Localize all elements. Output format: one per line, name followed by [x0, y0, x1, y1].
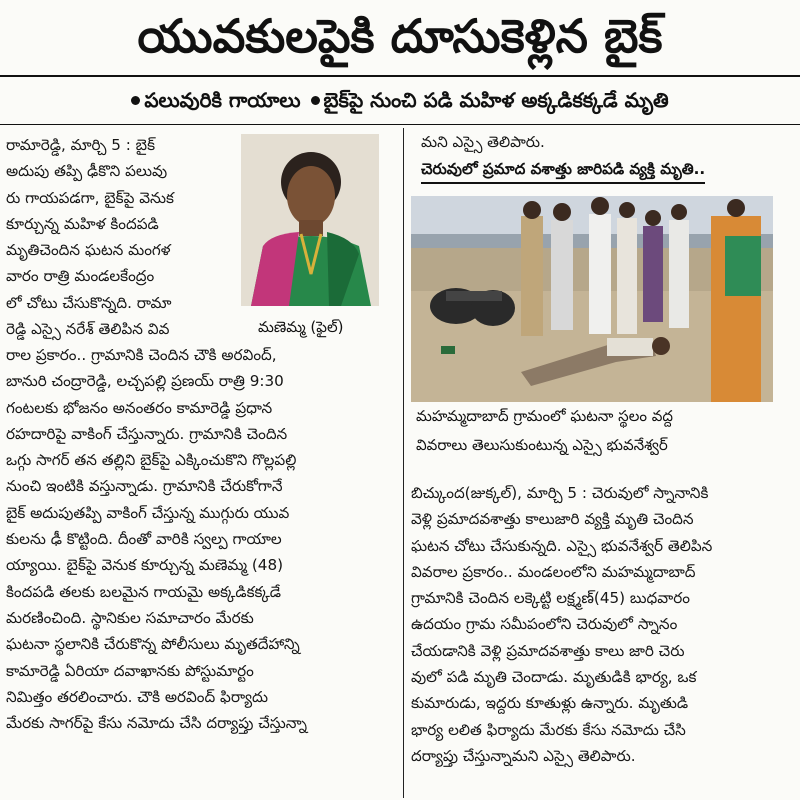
text-line: మని ఎస్సై తెలిపారు. [421, 133, 545, 151]
story2-body [411, 480, 796, 769]
village-photo [411, 196, 773, 402]
text-line: మరణించింది. స్థానికుల సమాచారం మేరకు [6, 608, 254, 627]
text-line: కిందపడి తలకు బలమైన గాయమై అక్కడికక్కడే [6, 582, 282, 601]
caption-line-1: మహమ్మదాబాద్ గ్రామంలో ఘటనా స్థలం వద్ద [416, 407, 673, 425]
text-line: వారం రాత్రి మండలకేంద్రం [6, 267, 155, 286]
story1-body-narrow [6, 132, 238, 342]
text-line: ఘటనా స్థలానికి చేరుకొన్న పోలీసులు మృతదేహాన్ని [6, 635, 300, 654]
text-line: వెళ్లి ప్రమాదవశాత్తు కాలుజారి వ్యక్తి మృతి చెందిన [411, 510, 694, 529]
woman-portrait-image [241, 134, 379, 306]
story1-continuation [421, 129, 791, 155]
text-line: నుంచి ఇంటికి వస్తున్నాడు. గ్రామానికి చేరుకోగానే [6, 477, 283, 496]
text-line: రాల ప్రకారం.. గ్రామానికి చెందిన చౌకి అరవింద్, [6, 346, 277, 364]
text-line: కులను ఢీ కొట్టింది. దీంతో వారికి స్వల్ప గాయాల [6, 530, 282, 549]
text-line: కుమారుడు, ఇద్దరు కూతుళ్లు ఉన్నారు. మృతుడి [411, 694, 689, 713]
bullet-icon [131, 96, 140, 105]
text-line: చేయడానికి వెళ్లి ప్రమాదవశాత్తు కాలు జారి చెరు [411, 641, 685, 660]
text-line: గ్రామానికి చెందిన లక్కెట్టి లక్ష్మణ్(45) బుధవారం [411, 589, 690, 608]
text-line: ఒగ్గు సాగర్ తన తల్లిని బైక్‌పై ఎక్కించుకొని గొల్లపల్లి [6, 451, 297, 470]
woman-photo [241, 134, 379, 306]
text-line: వివరాల ప్రకారం.. మండలంలోని మహమ్మదాబాద్ [411, 562, 696, 581]
lake-scene-image [411, 196, 773, 402]
text-line: రహదారిపై వాకింగ్ చేస్తున్నారు. గ్రామానికి చెందిన [6, 424, 288, 443]
column-divider [403, 128, 404, 798]
story2-title: చెరువులో ప్రమాద వశాత్తు జారిపడి వ్యక్తి మృతి.. [421, 160, 705, 184]
text-line: రామారెడ్డి, మార్చి 5 : బైక్ [6, 136, 155, 154]
text-line: బిచ్కుంద(జుక్కల్), మార్చి 5 : చెరువులో స్నానానికి [411, 484, 709, 502]
text-line: భార్య లలిత ఫిర్యాదు మేరకు కేసు నమోదు చేసి [411, 720, 686, 739]
subhead-rule [0, 124, 800, 125]
text-line: లో చోటు చేసుకొన్నది. రామా [6, 293, 172, 312]
text-line: గంటలకు భోజనం అనంతరం కామారెడ్డి ప్రధాన [6, 398, 273, 417]
text-line: బైక్ అదుపుతప్పి వాకింగ్ చేస్తున్న ముగ్గురు యువ [6, 503, 290, 522]
text-line: ఘటన చోటు చేసుకున్నది. ఎస్సై భువనేశ్వర్ తెలిపిన [411, 536, 713, 555]
subhead-point-1: పలువురికి గాయాలు [144, 88, 301, 112]
text-line: మేరకు సాగర్‌పై కేసు నమోదు చేసి దర్యాప్తు చేస్తున్నా [6, 714, 308, 733]
text-line: కామారెడ్డి ఏరియా దవాఖానకు పోస్టుమార్టం [6, 661, 254, 680]
text-line: ఉదయం గ్రామ సమీపంలోని చెరువులో స్నానం [411, 615, 678, 634]
text-line: దర్యాప్తు చేస్తున్నామని ఎస్సై తెలిపారు. [411, 746, 636, 765]
text-line: బానురి చంద్రారెడ్డి, లచ్చపల్లి ప్రణయ్ రాత్రి 9:30 [6, 372, 284, 391]
text-line: రెడ్డి ఎస్సై నరేశ్ తెలిపిన వివ [6, 320, 170, 339]
bullet-icon [311, 96, 320, 105]
text-line: మృతిచెందిన ఘటన మంగళ [6, 241, 171, 260]
text-line: కూర్చున్న మహిళ కిందపడి [6, 214, 159, 233]
headline-rule [0, 75, 800, 77]
text-line: రు గాయపడగా, బైక్‌పై వెనుక [6, 188, 174, 207]
subhead-point-2: బైక్‌పై నుంచి పడి మహిళ అక్కడికక్కడే మృతి [323, 88, 669, 112]
text-line: అదుపు తప్పి ఢీకొని పలువు [6, 162, 168, 181]
headline: యువకులపైకి దూసుకెళ్లిన బైక్ [137, 9, 663, 63]
village-photo-caption [412, 402, 776, 460]
text-line: య్యాయి. బైక్‌పై వెనుక కూర్చున్న మణెమ్మ (48) [6, 556, 284, 575]
story1-body-wide [6, 342, 398, 736]
caption-line-2: వివరాలు తెలుసుకుంటున్న ఎస్సై భువనేశ్వర్ [416, 436, 668, 454]
text-line: నిమిత్తం తరలించారు. చౌకి అరవింద్ ఫిర్యాదు [6, 687, 269, 706]
woman-photo-caption: మణెమ్మ (ఫైల్) [258, 318, 344, 336]
text-line: వులో పడి మృతి చెందాడు. మృతుడికి భార్య, ఒక [411, 668, 697, 687]
subhead [0, 82, 800, 118]
